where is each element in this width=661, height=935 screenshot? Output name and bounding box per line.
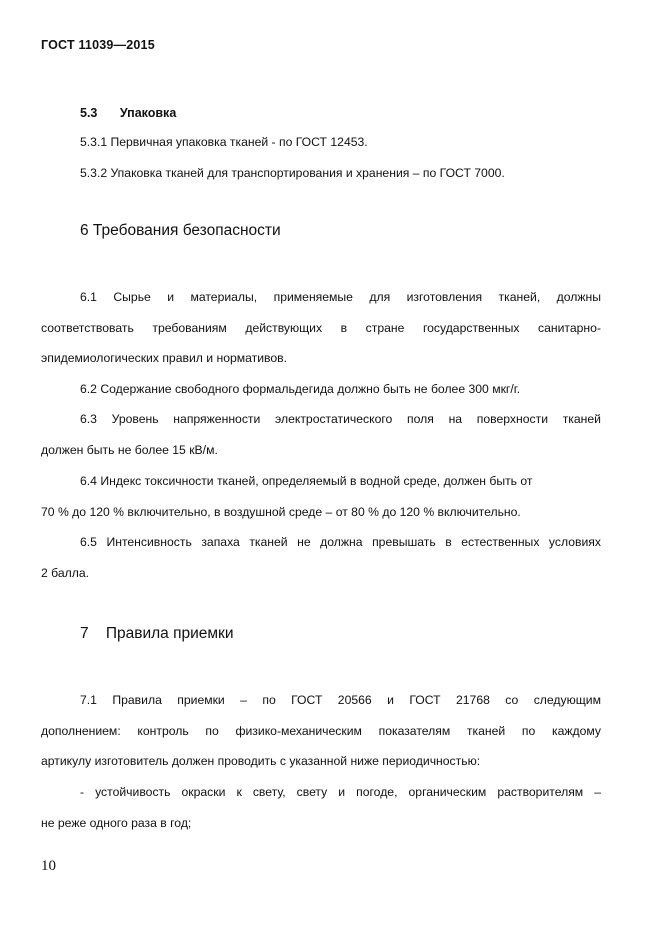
- list-item-line-2: не реже одного раза в год;: [41, 816, 192, 830]
- page-number: 10: [41, 858, 56, 874]
- section-7-heading: 7 Правила приемки: [80, 625, 234, 642]
- paragraph-6-3-line-1: 6.3 Уровень напряженности электростатического поля на поверхности тканей: [80, 412, 601, 426]
- paragraph-6-1-line-3: эпидемиологических правил и нормативов.: [41, 351, 288, 365]
- list-item-line-1: - устойчивость окраски к свету, свету и погоде, органическим растворителям –: [80, 785, 601, 799]
- subsection-title: Упаковка: [119, 106, 177, 120]
- paragraph-7-1-line-2: дополнением: контроль по физико-механическим показателям тканей по каждому: [41, 724, 601, 738]
- paragraph-6-5-line-1: 6.5 Интенсивность запаха тканей не должна превышать в естественных условиях: [80, 535, 601, 549]
- paragraph-6-1-line-2: соответствовать требованиям действующих в стране государственных санитарно-: [41, 321, 601, 335]
- paragraph-7-1-line-1: 7.1 Правила приемки – по ГОСТ 20566 и ГОСТ 21768 со следующим: [80, 693, 601, 707]
- paragraph-6-5-line-2: 2 балла.: [41, 566, 90, 580]
- paragraph-7-1-line-3: артикулу изготовитель должен проводить с указанной ниже периодичностью:: [41, 754, 481, 768]
- paragraph-5-3-2: 5.3.2 Упаковка тканей для транспортирования и хранения – по ГОСТ 7000.: [80, 166, 505, 180]
- paragraph-6-2: 6.2 Содержание свободного формальдегида должно быть не более 300 мкг/г.: [80, 382, 521, 396]
- paragraph-6-1-line-1: 6.1 Сырье и материалы, применяемые для изготовления тканей, должны: [80, 290, 601, 304]
- paragraph-5-3-1: 5.3.1 Первичная упаковка тканей - по ГОСТ 12453.: [80, 135, 368, 149]
- section-6-heading: 6 Требования безопасности: [80, 222, 281, 239]
- subsection-number: 5.3: [80, 106, 98, 120]
- paragraph-6-4-line-2: 70 % до 120 % включительно, в воздушной среде – от 80 % до 120 % включительно.: [41, 505, 521, 519]
- paragraph-6-3-line-2: должен быть не более 15 кВ/м.: [41, 443, 218, 457]
- document-code-header: ГОСТ 11039—2015: [41, 38, 155, 52]
- subsection-5-3-heading: [80, 104, 176, 122]
- paragraph-6-4-line-1: 6.4 Индекс токсичности тканей, определяемый в водной среде, должен быть от: [80, 474, 533, 488]
